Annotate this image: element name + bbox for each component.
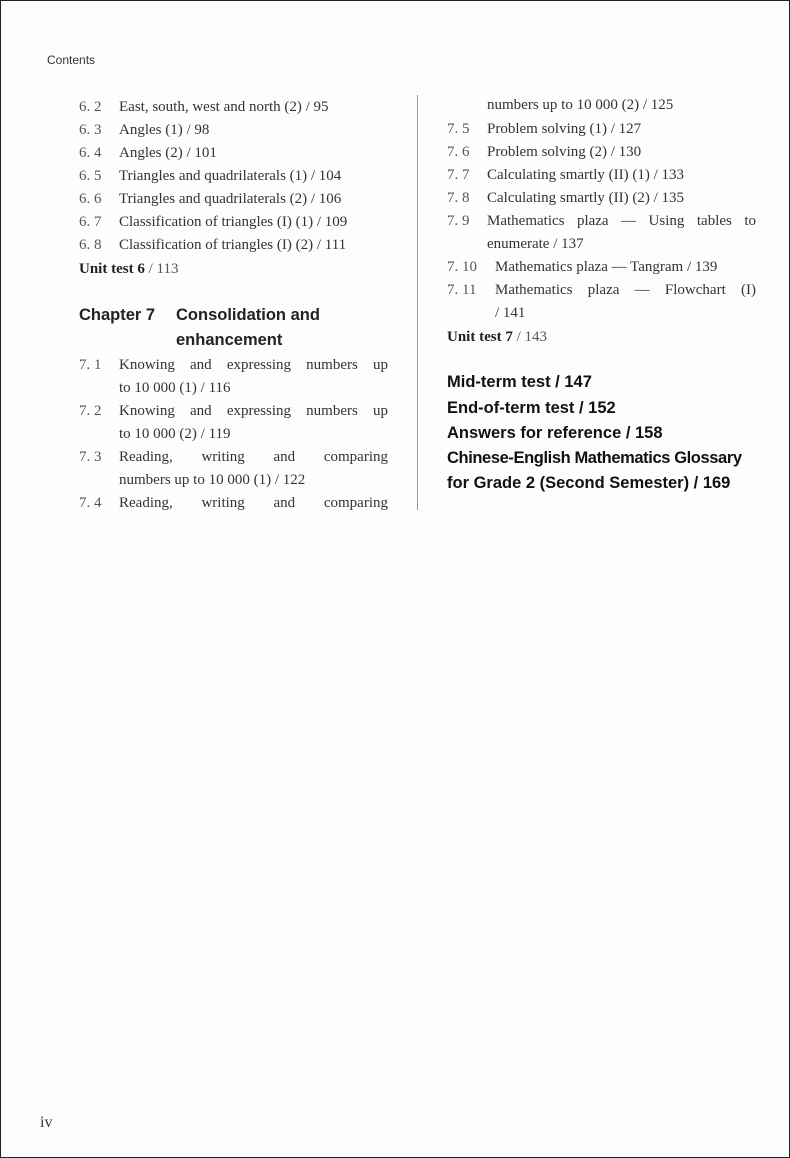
- toc-entry: Calculating smartly (II) (2) / 135: [487, 190, 685, 206]
- toc-number: 6. 2: [79, 99, 102, 115]
- toc-entry: Knowing and expressing numbers up: [119, 357, 388, 373]
- toc-number: 7. 10: [447, 259, 477, 275]
- mid-term-test-entry: Mid-term test / 147: [447, 373, 592, 391]
- toc-number: 7. 11: [447, 282, 477, 298]
- toc-entry: to 10 000 (2) / 119: [119, 426, 231, 442]
- toc-number: 7. 6: [447, 144, 470, 160]
- toc-entry: Calculating smartly (II) (1) / 133: [487, 167, 685, 183]
- glossary-entry-continued: for Grade 2 (Second Semester) / 169: [447, 474, 731, 492]
- toc-entry: Problem solving (2) / 130: [487, 144, 642, 160]
- toc-entry: Reading, writing and comparing: [119, 449, 388, 465]
- toc-entry: Mathematics plaza — Using tables to: [487, 213, 756, 229]
- toc-entry: Reading, writing and comparing: [119, 495, 388, 511]
- page-number: iv: [40, 1114, 53, 1131]
- toc-entry: Problem solving (1) / 127: [487, 121, 642, 137]
- toc-entry: Mathematics plaza — Tangram / 139: [495, 259, 718, 275]
- unit-test-6: [79, 259, 178, 279]
- toc-entry: Angles (2) / 101: [119, 145, 217, 161]
- glossary-entry: Chinese-English Mathematics Glossary: [447, 449, 742, 467]
- toc-number: 7. 4: [79, 495, 102, 511]
- toc-entry: numbers up to 10 000 (1) / 122: [119, 472, 306, 488]
- unit-test-label: Unit test 7: [447, 329, 513, 345]
- toc-entry: to 10 000 (1) / 116: [119, 380, 231, 396]
- toc-number: 6. 6: [79, 191, 102, 207]
- toc-number: 7. 7: [447, 167, 470, 183]
- toc-number: 6. 3: [79, 122, 102, 138]
- unit-test-page: / 143: [512, 329, 547, 345]
- toc-entry: Classification of triangles (I) (1) / 109: [119, 214, 348, 230]
- running-header: Contents: [47, 53, 96, 67]
- toc-entry: Mathematics plaza — Flowchart (I): [495, 282, 756, 298]
- toc-number: 6. 5: [79, 168, 102, 184]
- unit-test-page: / 113: [144, 261, 179, 277]
- toc-number: 7. 5: [447, 121, 470, 137]
- toc-number: 7. 3: [79, 449, 102, 465]
- toc-entry: Triangles and quadrilaterals (1) / 104: [119, 168, 342, 184]
- toc-number: 6. 4: [79, 145, 102, 161]
- unit-test-label: Unit test 6: [79, 261, 145, 277]
- toc-entry: Angles (1) / 98: [119, 122, 210, 138]
- toc-entry: / 141: [495, 305, 526, 321]
- toc-entry: enumerate / 137: [487, 236, 584, 252]
- end-of-term-test-entry: End-of-term test / 152: [447, 399, 616, 417]
- chapter-label: Chapter 7: [79, 306, 156, 324]
- chapter-title: enhancement: [176, 331, 283, 349]
- column-divider: [417, 95, 418, 510]
- toc-entry: Classification of triangles (I) (2) / 111: [119, 237, 347, 253]
- answers-entry: Answers for reference / 158: [447, 424, 663, 442]
- toc-entry: East, south, west and north (2) / 95: [119, 99, 329, 115]
- toc-entry: Triangles and quadrilaterals (2) / 106: [119, 191, 342, 207]
- unit-test-7: [447, 327, 547, 347]
- toc-number: 7. 1: [79, 357, 102, 373]
- toc-number: 7. 8: [447, 190, 470, 206]
- toc-number: 7. 2: [79, 403, 102, 419]
- toc-entry: numbers up to 10 000 (2) / 125: [487, 97, 674, 113]
- toc-number: 6. 7: [79, 214, 102, 230]
- toc-number: 7. 9: [447, 213, 470, 229]
- toc-entry: Knowing and expressing numbers up: [119, 403, 388, 419]
- chapter-title: Consolidation and: [176, 306, 320, 324]
- toc-number: 6. 8: [79, 237, 102, 253]
